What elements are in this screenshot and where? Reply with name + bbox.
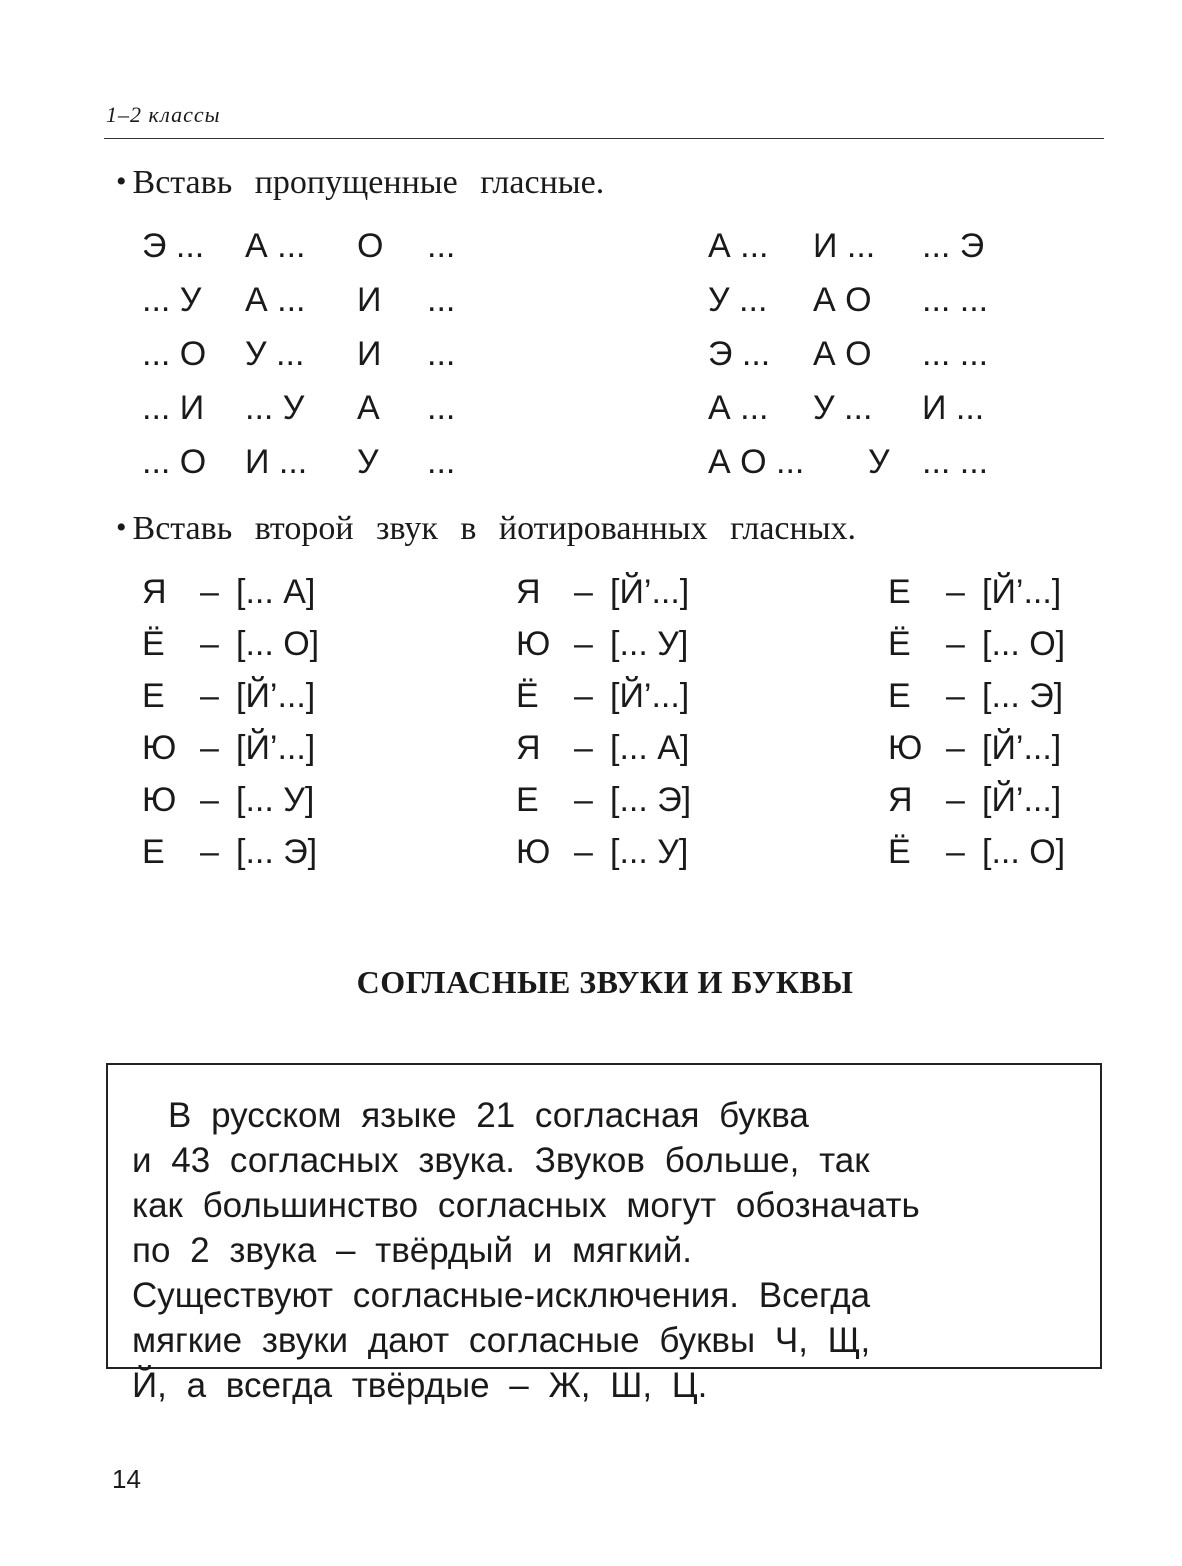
vowel-cell: О [357, 227, 384, 265]
vowel-cell: А О [813, 281, 872, 319]
vowel-letter: Я [516, 729, 541, 767]
vowel-letter: Ю [888, 729, 923, 767]
vowel-letter: Ю [142, 729, 177, 767]
task-1-instruction [116, 164, 604, 202]
rule-line: мягкие звуки дают согласные буквы Ч, Щ, [132, 1321, 871, 1360]
dash: – [200, 781, 219, 819]
vowel-cell: А ... [708, 227, 769, 265]
sound-blank: [Й’...] [982, 781, 1062, 819]
sound-blank: [Й’...] [982, 573, 1062, 611]
dash: – [574, 729, 593, 767]
sound-blank: [... О] [982, 625, 1066, 663]
vowel-cell: У [868, 443, 890, 481]
vowel-letter: Е [888, 677, 911, 715]
dash: – [574, 677, 593, 715]
vowel-letter: Е [142, 833, 165, 871]
vowel-letter: Я [142, 573, 167, 611]
page-number: 14 [112, 1464, 141, 1494]
vowel-cell: ... [427, 335, 456, 373]
vowel-cell: ... У [142, 281, 202, 319]
vowel-letter: Я [516, 573, 541, 611]
rule-text [132, 1093, 1080, 1408]
vowel-cell: ... [427, 389, 456, 427]
dash: – [946, 729, 965, 767]
rule-line: по 2 звука – твёрдый и мягкий. [132, 1231, 692, 1270]
vowel-letter: Ю [516, 625, 551, 663]
dash: – [200, 729, 219, 767]
vowel-cell: ... ... [922, 443, 989, 481]
section-title: СОГЛАСНЫЕ ЗВУКИ И БУКВЫ [356, 964, 854, 1000]
vowel-letter: Ё [142, 625, 165, 663]
dash: – [574, 573, 593, 611]
vowel-cell: А О [813, 335, 872, 373]
task-2-text: Вставь второй звук в йотированных гласных. [132, 510, 857, 547]
sound-blank: [... У] [236, 781, 315, 819]
vowel-cell: ... ... [922, 335, 989, 373]
vowel-letter: Ё [888, 625, 911, 663]
dash: – [946, 573, 965, 611]
vowel-cell: ... [427, 281, 456, 319]
vowel-letter: Ё [888, 833, 911, 871]
vowel-cell: А ... [245, 281, 306, 319]
running-header: 1–2 классы [106, 102, 221, 127]
sound-blank: [... У] [610, 833, 689, 871]
vowel-cell: И [357, 335, 382, 373]
rule-line: В русском языке 21 согласная буква [168, 1096, 809, 1135]
sound-blank: [... О] [236, 625, 320, 663]
sound-blank: [Й’...] [610, 573, 690, 611]
vowel-cell: ... О [142, 335, 207, 373]
vowel-cell: У [357, 443, 379, 481]
sound-blank: [Й’...] [610, 677, 690, 715]
sound-blank: [... А] [610, 729, 690, 767]
sound-blank: [Й’...] [236, 729, 316, 767]
vowel-cell: И ... [922, 389, 985, 427]
task-1-text: Вставь пропущенные гласные. [132, 164, 605, 201]
vowel-cell: У ... [245, 335, 305, 373]
vowel-cell: ... И [142, 389, 205, 427]
vowel-cell: ... Э [922, 227, 985, 265]
vowel-cell: ... ... [922, 281, 989, 319]
dash: – [574, 625, 593, 663]
vowel-cell: А ... [245, 227, 306, 265]
rule-line: Существуют согласные-исключения. Всегда [132, 1276, 871, 1315]
vowel-cell: ... [427, 227, 456, 265]
dash: – [200, 625, 219, 663]
vowel-letter: Ю [516, 833, 551, 871]
dash: – [574, 781, 593, 819]
sound-blank: [Й’...] [236, 677, 316, 715]
vowel-cell: И ... [245, 443, 308, 481]
rule-line: и 43 согласных звука. Звуков больше, так [132, 1141, 870, 1180]
dash: – [200, 677, 219, 715]
vowel-cell: ... [427, 443, 456, 481]
dash: – [200, 833, 219, 871]
dash: – [946, 781, 965, 819]
rule-box [106, 1063, 1102, 1405]
task-2-instruction [116, 510, 856, 548]
rule-line: как большинство согласных могут обозначать [132, 1186, 920, 1225]
sound-blank: [... О] [982, 833, 1066, 871]
vowel-letter: Ё [516, 677, 539, 715]
sound-blank: [... А] [236, 573, 316, 611]
header-divider [104, 138, 1104, 139]
vowel-letter: Е [516, 781, 539, 819]
sound-blank: [... Э] [982, 677, 1064, 715]
vowel-cell: Э ... [142, 227, 205, 265]
vowel-cell: А ... [708, 389, 769, 427]
vowel-cell: И ... [813, 227, 876, 265]
vowel-letter: Я [888, 781, 913, 819]
vowel-letter: Ю [142, 781, 177, 819]
vowel-cell: У ... [813, 389, 873, 427]
sound-blank: [... У] [610, 625, 689, 663]
vowel-cell: А О ... [708, 443, 805, 481]
sound-blank: [... Э] [236, 833, 318, 871]
vowel-letter: Е [142, 677, 165, 715]
vowel-cell: А [357, 389, 380, 427]
dash: – [946, 625, 965, 663]
dash: – [200, 573, 219, 611]
dash: – [574, 833, 593, 871]
bullet-icon: • [116, 165, 127, 198]
vowel-cell: У ... [708, 281, 768, 319]
vowel-cell: ... О [142, 443, 207, 481]
dash: – [946, 833, 965, 871]
dash: – [946, 677, 965, 715]
vowel-cell: ... У [245, 389, 305, 427]
vowel-letter: Е [888, 573, 911, 611]
sound-blank: [Й’...] [982, 729, 1062, 767]
rule-line: Й, а всегда твёрдые – Ж, Ш, Ц. [132, 1366, 708, 1405]
vowel-cell: Э ... [708, 335, 771, 373]
vowel-cell: И [357, 281, 382, 319]
sound-blank: [... Э] [610, 781, 692, 819]
bullet-icon: • [116, 511, 127, 544]
